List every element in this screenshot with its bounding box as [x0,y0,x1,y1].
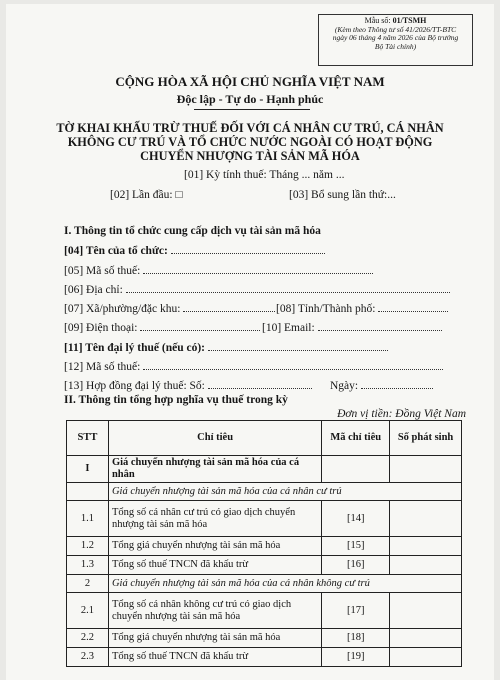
tax-code-dots [143,264,373,274]
agent-name-dots [208,341,388,351]
row-amount-cell[interactable] [390,556,462,575]
section-2-heading: II. Thông tin tổng hợp nghĩa vụ thuế trong kỳ [64,394,288,406]
phone-label: [09] Điện thoại: [64,322,138,334]
form-code: 01/TSMH [392,16,427,25]
row-stt: 2.2 [67,629,109,648]
nation-name: CỘNG HÒA XÃ HỘI CHỦ NGHĨA VIỆT NAM [115,74,385,89]
form-title-line-3: CHUYỂN NHƯỢNG TÀI SẢN MÃ HÓA [140,149,360,163]
row-label: Tổng số thuế TNCN đã khấu trừ [108,556,321,575]
agent-contract-field[interactable] [64,379,312,392]
row-stt: I [67,456,109,483]
motto-underline [194,109,310,110]
agent-contract-label: [13] Hợp đồng đại lý thuế: Số: [64,380,205,392]
row-amount-cell[interactable] [390,648,462,667]
row-amount-cell[interactable] [390,537,462,556]
row-amount-cell[interactable] [390,593,462,629]
org-name-field[interactable] [64,244,325,257]
header-code: Mã chỉ tiêu [322,421,390,456]
agent-tax-code-label: [12] Mã số thuế: [64,361,141,373]
email-dots [318,321,442,331]
row-label: Tổng số cá nhân cư trú có giao dịch chuyển nhượng tài sản mã hóa [108,501,321,537]
agent-name-field[interactable] [64,341,388,354]
row-amount-cell[interactable] [390,501,462,537]
first-time-field[interactable] [110,189,182,201]
form-code-box [318,14,473,66]
agent-name-label: [11] Tên đại lý thuế (nếu có): [64,342,205,354]
row-code: [16] [322,556,390,575]
address-label: [06] Địa chỉ: [64,284,123,296]
contract-date-dots [361,379,433,389]
row-label: Tổng giá chuyển nhượng tài sản mã hóa [108,629,321,648]
row-code: [17] [322,593,390,629]
agent-tax-code-dots [143,360,443,370]
table-row [67,537,462,556]
currency-unit: Đơn vị tiền: Đồng Việt Nam [337,408,466,420]
contract-date-field[interactable] [330,379,433,392]
table-row [67,575,462,593]
row-code: [15] [322,537,390,556]
contract-date-label: Ngày: [330,380,359,392]
row-stt [67,483,109,501]
ward-label: [07] Xã/phường/đặc khu: [64,303,181,315]
row-label: Giá chuyển nhượng tài sản mã hóa của cá nhân không cư trú [108,575,461,593]
email-field[interactable] [262,321,442,334]
phone-field[interactable] [64,321,260,334]
form-ministry-line: Bộ Tài chính) [374,41,417,51]
table-row [67,556,462,575]
tax-summary-table [66,420,462,667]
form-title-line-2: KHÔNG CƯ TRÚ VÀ TỔ CHỨC NƯỚC NGOÀI CÓ HOẠT ĐỘNG [67,135,433,149]
table-row [67,629,462,648]
row-stt: 1.1 [67,501,109,537]
tax-code-field[interactable] [64,264,373,277]
row-stt: 2.1 [67,593,109,629]
header-amount: Số phát sinh [390,421,462,456]
section-1-heading: I. Thông tin tổ chức cung cấp dịch vụ tài sản mã hóa [64,225,321,237]
first-time-label: [02] Lần đầu: [110,189,176,201]
ward-field[interactable] [64,302,275,315]
motto: Độc lập - Tự do - Hạnh phúc [176,92,324,106]
row-stt: 1.2 [67,537,109,556]
row-code: [19] [322,648,390,667]
header-stt: STT [67,421,109,456]
table-header-row [67,421,462,456]
row-stt: 1.3 [67,556,109,575]
table-row [67,593,462,629]
tax-period-field[interactable]: [01] Kỳ tính thuế: Tháng ... năm ... [184,169,345,181]
row-label: Tổng số cá nhân không cư trú có giao dịch chuyển nhượng tài sản mã hóa [108,593,321,629]
tax-form-page [6,4,494,680]
row-code: [18] [322,629,390,648]
row-label: Tổng giá chuyển nhượng tài sản mã hóa [108,537,321,556]
form-date-line: ngày 06 tháng 4 năm 2026 của Bộ trưởng [332,33,459,43]
row-amount-cell[interactable] [390,629,462,648]
tax-code-label: [05] Mã số thuế: [64,265,141,277]
agent-tax-code-field[interactable] [64,360,443,373]
agent-contract-dots [208,379,312,389]
org-name-dots [171,244,325,254]
first-time-checkbox[interactable]: □ [175,189,183,201]
table-row [67,456,462,483]
form-code-prefix: Mẫu số: [364,16,391,25]
row-stt: 2.3 [67,648,109,667]
address-dots [126,283,450,293]
province-dots [378,302,448,312]
email-label: [10] Email: [262,322,315,334]
row-stt: 2 [67,575,109,593]
org-name-label: [04] Tên của tổ chức: [64,245,168,257]
row-label: Giá chuyển nhượng tài sản mã hóa của cá nhân [108,456,321,483]
form-title-line-1: TỜ KHAI KHẤU TRỪ THUẾ ĐỐI VỚI CÁ NHÂN CƯ TRÚ, CÁ NHÂN [56,121,444,135]
table-row [67,648,462,667]
row-label: Tổng số thuế TNCN đã khấu trừ [108,648,321,667]
supplement-field[interactable]: [03] Bổ sung lần thứ:... [289,189,396,201]
province-field[interactable] [276,302,448,315]
header-indicator: Chỉ tiêu [108,421,321,456]
table-row [67,501,462,537]
row-code [322,456,390,483]
table-row [67,483,462,501]
row-code: [14] [322,501,390,537]
phone-dots [140,321,260,331]
row-amount-cell[interactable] [390,456,462,483]
address-field[interactable] [64,283,450,296]
ward-dots [183,302,275,312]
form-circular-line: (Kèm theo Thông tư số 41/2026/TT-BTC [334,24,457,34]
row-label: Giá chuyển nhượng tài sản mã hóa của cá nhân cư trú [108,483,461,501]
province-label: [08] Tỉnh/Thành phố: [276,303,376,315]
